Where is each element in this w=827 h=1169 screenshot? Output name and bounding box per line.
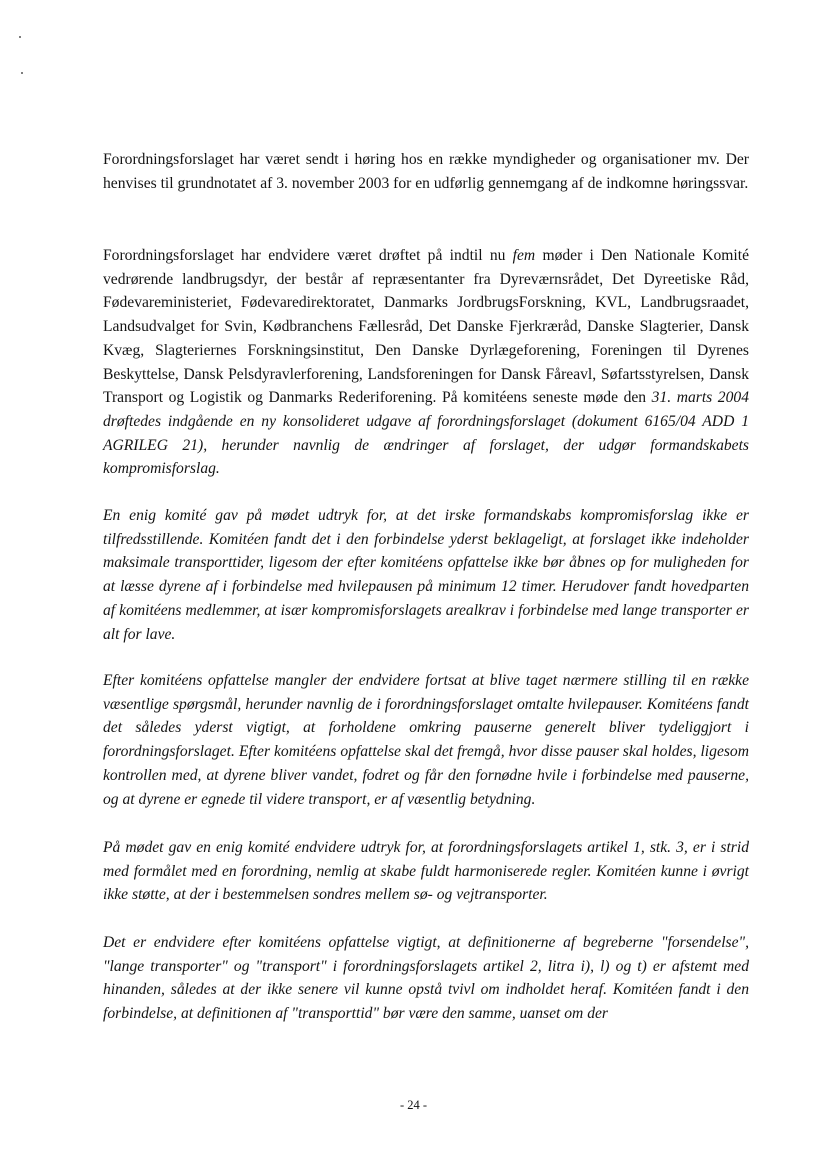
paragraph-compromise-unsatisfactory: En enig komité gav på mødet udtryk for, at det irske formandskabs kompromisforslag ikke er tilfredsstillende. Komitéen fandt det i den forbindelse yderst beklageligt, at forslaget ikke indeholder maksimale transporttider, ligesom der efter komitéens opfattelse ikke bør åbnes op for muligheden for at læsse dyrene af i forbindelse med hvilepausen på minimum 12 timer. Herudover fandt hovedparten af komitéens medlemmer, at især kompromisforslagets arealkrav i forbindelse med lange transporter er alt for lave. — [103, 507, 749, 643]
body-text — [103, 931, 749, 1026]
scan-speck — [21, 72, 23, 74]
body-text — [103, 148, 749, 195]
emphasis-word: fem — [512, 247, 536, 264]
paragraph-rest-breaks: Efter komitéens opfattelse mangler der endvidere fortsat at blive taget nærmere stilling til en række væsentlige spørgsmål, herunder navnlig de i forordningsforslaget omtalte hvilepauser. Komitéens fandt det således yderst vigtigt, at forholdene omkring pauserne generelt bliver tydeliggjort i forordningsforslaget. Efter komitéens opfattelse skal det fremgå, hvor disse pauser skal holdes, ligesom kontrollen med, at dyrene bliver vandet, fodret og får den fornødne hvile i forbindelse med pauserne, og at dyrene er egnede til videre transport, er af væsentlig betydning. — [103, 672, 749, 808]
paragraph-lead: Forordningsforslaget har endvidere været drøftet på indtil nu — [103, 247, 513, 264]
paragraph-main: møder i Den Nationale Komité vedrørende landbrugsdyr, der består af repræsentanter fra Dyreværnsrådet, Det Dyreetiske Råd, Fødevareministeriet, Fødevaredirektoratet, Danmarks JordbrugsForskning, KVL, Landbrugsraadet, Landsudvalget for Svin, Kødbranchens Fællesråd, Det Danske Fjerkræråd, Danske Slagterier, Dansk Kvæg, Slagteriernes Forskningsinstitut, Den Danske Dyrlægeforening, Foreningen til Dyrenes Beskyttelse, Dansk Pelsdyravlerforening, Landsforeningen for Dansk Fåreavl, Søfartsstyrelsen, Dansk Transport og Logistik og Danmarks Rederiforening. På komitéens seneste møde den — [103, 247, 749, 407]
scan-speck — [19, 36, 21, 38]
page-number: - 24 - — [399, 1098, 428, 1112]
paragraph-hearing: Forordningsforslaget har været sendt i høring hos en række myndigheder og organisationer mv. Der henvises til grundnotatet af 3. november 2003 for en udførlig gennemgang af de indkomne høringssvar. — [103, 151, 749, 192]
paragraph-italic-tail: 31. marts 2004 drøftedes indgående en ny konsolideret udgave af forordningsforslaget (dokument 6165/04 ADD 1 AGRILEG 21), herunder navnlig de ændringer af forslaget, der udgør formandskabets kompromisforslag. — [103, 389, 749, 478]
body-text — [103, 836, 749, 907]
paragraph-committee-meetings — [103, 244, 749, 481]
body-text — [103, 669, 749, 811]
body-text — [103, 244, 749, 481]
body-text — [103, 504, 749, 646]
paragraph-article-1: På mødet gav en enig komité endvidere udtryk for, at forordningsforslagets artikel 1, stk. 3, er i strid med formålet med en forordning, nemlig at skabe fuldt harmoniserede regler. Komitéen kunne i øvrigt ikke støtte, at der i bestemmelsen sondres mellem sø- og vejtransporter. — [103, 839, 749, 904]
paragraph-definitions: Det er endvidere efter komitéens opfattelse vigtigt, at definitionerne af begreberne "forsendelse", "lange transporter" og "transport" i forordningsforslagets artikel 2, litra i), l) og t) er afstemt med hinanden, således at der ikke senere vil kunne opstå tvivl om indholdet heraf. Komitéen fandt i den forbindelse, at definitionen af "transporttid" bør være den samme, uanset om der — [103, 934, 749, 1023]
